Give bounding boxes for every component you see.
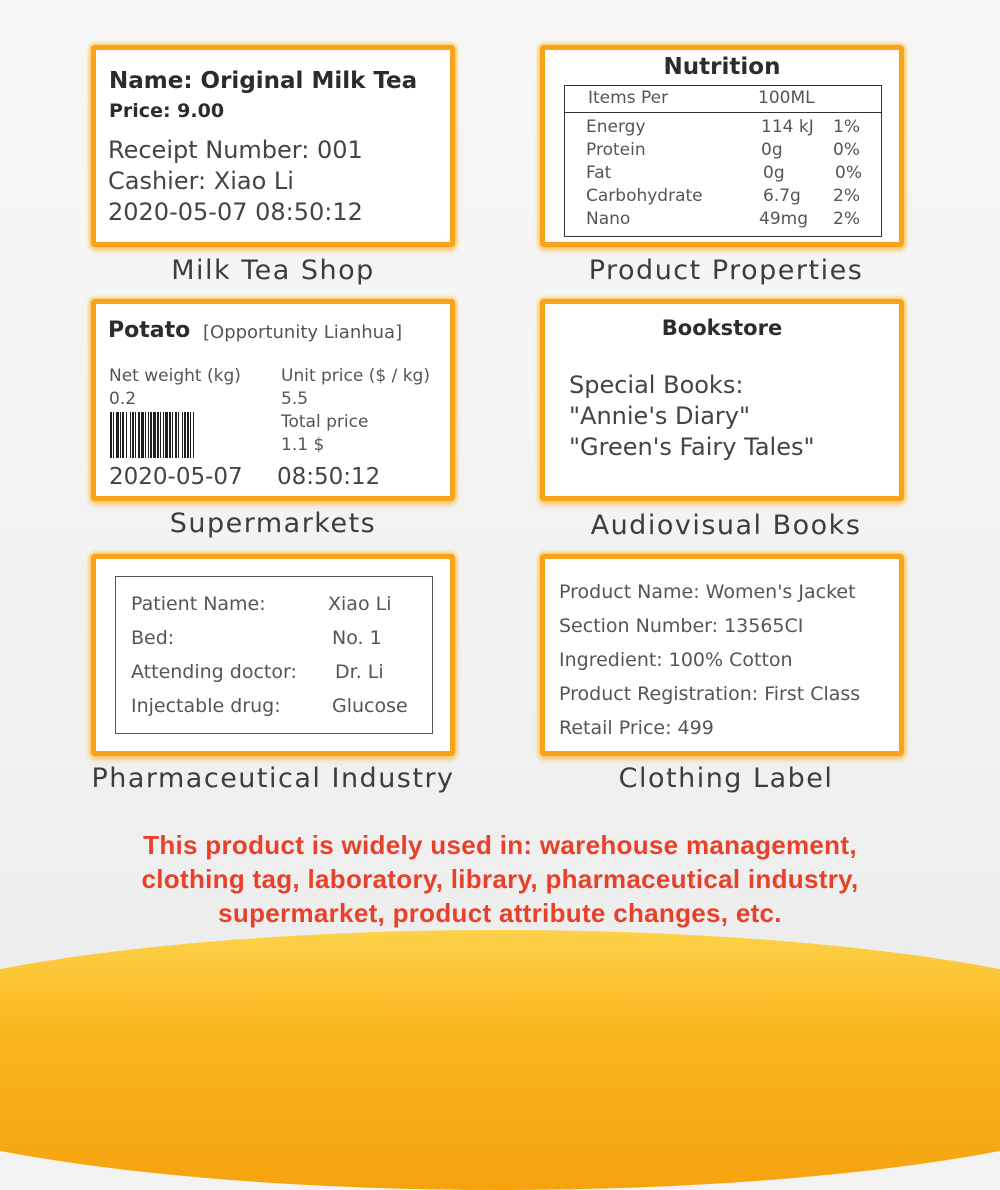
caption-pharmaceutical-industry: Pharmaceutical Industry: [91, 763, 455, 794]
caption-supermarkets: Supermarkets: [169, 508, 377, 539]
drug-value: Glucose: [332, 695, 408, 717]
receipt-datetime: 2020-05-07 08:50:12: [108, 198, 363, 226]
supermarket-scale-label: [91, 299, 455, 501]
nutrition-percent: 1%: [833, 117, 860, 137]
nutrition-item: Carbohydrate: [586, 186, 703, 206]
nutrition-amount: 49mg: [759, 209, 808, 229]
milk-tea-receipt-label: [91, 45, 455, 247]
nutrition-percent: 2%: [833, 186, 860, 206]
nutrition-amount: 6.7g: [763, 186, 801, 206]
usage-line: This product is widely used in: warehouse management,: [143, 830, 857, 860]
nutrition-amount: 0g: [761, 140, 783, 160]
total-price-value: 1.1 $: [281, 435, 325, 455]
nutrition-percent: 0%: [833, 140, 860, 160]
nutrition-amount: 0g: [763, 163, 785, 183]
book-title: "Green's Fairy Tales": [569, 433, 815, 461]
bookstore-title: Bookstore: [661, 316, 783, 340]
clothing-section-number: Section Number: 13565CI: [559, 615, 804, 637]
clothing-product-name: Product Name: Women's Jacket: [559, 581, 856, 603]
product-price: Price: 9.00: [109, 100, 225, 122]
pharmaceutical-label: [91, 554, 455, 756]
nutrition-amount: 114 kJ: [761, 117, 814, 137]
unit-price-value: 5.5: [281, 389, 309, 409]
receipt-number: Receipt Number: 001: [108, 136, 363, 164]
clothing-label: [540, 554, 904, 756]
label-date: 2020-05-07: [109, 464, 243, 490]
nutrition-item: Nano: [586, 209, 631, 229]
net-weight-value: 0.2: [109, 389, 137, 409]
usage-line: clothing tag, laboratory, library, pharmaceutical industry,: [141, 864, 859, 894]
unit-price-label: Unit price ($ / kg): [281, 366, 430, 386]
nutrition-item: Energy: [586, 117, 646, 137]
bed-value: No. 1: [332, 627, 382, 649]
caption-milk-tea-shop: Milk Tea Shop: [171, 255, 375, 286]
caption-audiovisual-books: Audiovisual Books: [590, 510, 862, 541]
product-name: Name: Original Milk Tea: [109, 68, 418, 94]
special-books-heading: Special Books:: [569, 371, 744, 399]
total-price-label: Total price: [281, 412, 369, 432]
nutrition-percent: 2%: [833, 209, 860, 229]
patient-name-value: Xiao Li: [328, 593, 392, 615]
barcode-icon: [110, 412, 197, 458]
nutrition-table: [564, 85, 882, 237]
nutrition-item: Fat: [586, 163, 612, 183]
drug-label: Injectable drug:: [131, 695, 281, 717]
store-brand: [Opportunity Lianhua]: [203, 322, 403, 343]
usage-line: supermarket, product attribute changes, etc.: [218, 898, 782, 928]
nutrition-header-divider: [565, 112, 881, 113]
nutrition-item: Protein: [586, 140, 646, 160]
usage-description: [0, 828, 1000, 930]
patient-name-label: Patient Name:: [131, 593, 266, 615]
label-time: 08:50:12: [277, 464, 381, 490]
book-title: "Annie's Diary": [569, 402, 751, 430]
clothing-registration: Product Registration: First Class: [559, 683, 861, 705]
nutrition-percent: 0%: [835, 163, 862, 183]
caption-clothing-label: Clothing Label: [618, 763, 834, 794]
doctor-label: Attending doctor:: [131, 661, 297, 683]
nutrition-header-per: 100ML: [758, 88, 815, 108]
nutrition-title: Nutrition: [663, 54, 781, 80]
clothing-ingredient: Ingredient: 100% Cotton: [559, 649, 793, 671]
nutrition-label: [540, 45, 904, 247]
clothing-retail-price: Retail Price: 499: [559, 717, 714, 739]
cashier-name: Cashier: Xiao Li: [108, 167, 294, 195]
doctor-value: Dr. Li: [335, 661, 384, 683]
nutrition-header-items: Items Per: [588, 88, 669, 108]
product-name: Potato: [108, 318, 191, 343]
bed-label: Bed:: [131, 627, 175, 649]
patient-info-box: [115, 576, 433, 734]
yellow-swoosh-decoration: [0, 930, 1000, 1190]
bookstore-label: [540, 299, 904, 501]
caption-product-properties: Product Properties: [588, 255, 864, 286]
net-weight-label: Net weight (kg): [109, 366, 241, 386]
